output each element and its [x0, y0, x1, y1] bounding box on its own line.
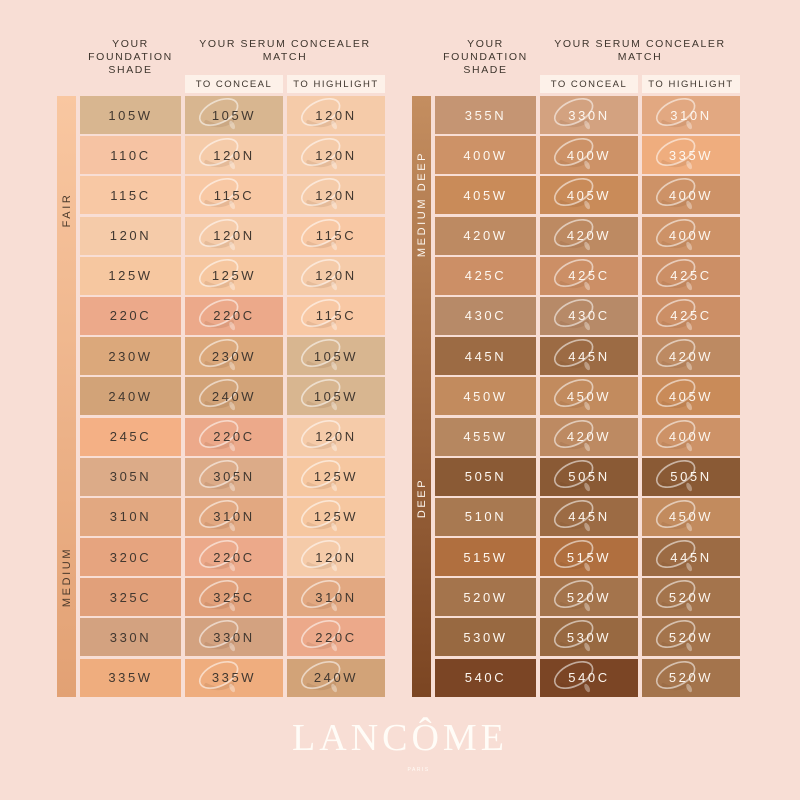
highlight-swatch	[287, 176, 385, 214]
shade-code: 505N	[464, 469, 507, 485]
highlight-swatch	[642, 659, 740, 697]
conceal-swatch	[185, 578, 283, 616]
foundation-swatch	[435, 217, 536, 255]
conceal-swatch	[540, 337, 638, 375]
shade-code: 240W	[211, 388, 257, 404]
foundation-swatch	[435, 458, 536, 496]
shade-code: 115C	[213, 187, 255, 203]
brand-paris-label: PARIS	[407, 767, 430, 773]
shade-code: 245C	[109, 429, 152, 444]
shade-code: 220C	[213, 429, 255, 444]
shade-code: 105W	[211, 107, 257, 123]
shade-code: 310N	[670, 107, 712, 123]
to-highlight-label: TO HIGHLIGHT	[642, 75, 740, 93]
highlight-swatch	[287, 538, 385, 576]
highlight-swatch	[642, 337, 740, 375]
shade-code: 400W	[668, 228, 714, 244]
foundation-swatch	[80, 498, 181, 536]
shade-code: 240W	[108, 388, 153, 404]
conceal-swatch	[540, 458, 638, 496]
highlight-swatch	[642, 498, 740, 536]
foundation-swatch	[435, 96, 536, 134]
table-header-row	[412, 38, 740, 75]
conceal-swatch	[540, 659, 638, 697]
shade-code: 125W	[313, 469, 359, 485]
to-highlight-label: TO HIGHLIGHT	[287, 75, 385, 93]
foundation-swatch	[435, 618, 536, 656]
conceal-swatch	[185, 136, 283, 174]
foundation-swatch	[80, 659, 181, 697]
shade-code: 125W	[211, 268, 257, 284]
shade-code: 120N	[109, 228, 152, 244]
foundation-swatch	[435, 659, 536, 697]
foundation-swatch	[435, 377, 536, 415]
shade-code: 305N	[213, 469, 255, 485]
shade-code: 430C	[464, 308, 507, 324]
conceal-swatch	[540, 217, 638, 255]
highlight-swatch	[287, 96, 385, 134]
shade-code: 115C	[315, 308, 357, 324]
conceal-swatch	[540, 297, 638, 335]
conceal-swatch	[540, 538, 638, 576]
shade-code: 105W	[313, 388, 359, 404]
shade-code: 540C	[464, 670, 507, 686]
to-conceal-label: TO CONCEAL	[540, 75, 638, 93]
shade-code: 115C	[315, 228, 357, 244]
foundation-swatch	[80, 136, 181, 174]
shade-code: 310N	[109, 509, 152, 525]
shade-code: 120N	[315, 187, 357, 203]
shade-code: 430C	[568, 308, 610, 324]
table-subheader-row	[412, 75, 740, 93]
shade-code: 450W	[668, 509, 714, 525]
concealer-match-column-header	[540, 38, 740, 64]
highlight-swatch	[642, 458, 740, 496]
conceal-swatch	[185, 659, 283, 697]
brand-wordmark: LANCÔME	[292, 717, 508, 759]
highlight-swatch	[287, 618, 385, 656]
foundation-swatch	[80, 337, 181, 375]
shade-code: 455W	[463, 429, 508, 444]
depth-group-label: MEDIUM	[60, 546, 73, 607]
shade-table-mediumdeep-deep	[412, 38, 740, 697]
shade-code: 325C	[213, 589, 255, 605]
conceal-swatch	[540, 257, 638, 295]
shade-code: 230W	[108, 348, 153, 364]
depth-group-label: DEEP	[415, 478, 428, 519]
table-body	[412, 96, 740, 697]
highlight-swatch	[642, 257, 740, 295]
shade-code: 240W	[313, 670, 359, 686]
conceal-swatch	[540, 377, 638, 415]
header-line: SHADE	[108, 64, 153, 76]
highlight-swatch	[642, 297, 740, 335]
shade-code: 520W	[668, 629, 714, 645]
header-line: MATCH	[262, 51, 308, 63]
shade-code: 220C	[109, 308, 152, 324]
shade-code: 320C	[109, 549, 152, 565]
shade-code: 230W	[211, 348, 257, 364]
shade-code: 310N	[315, 589, 357, 605]
highlight-swatch	[642, 136, 740, 174]
header-line: FOUNDATION	[88, 51, 173, 63]
shade-code: 515W	[463, 549, 508, 565]
shade-code: 420W	[566, 429, 612, 444]
foundation-swatch	[435, 418, 536, 456]
highlight-swatch	[642, 96, 740, 134]
highlight-swatch	[287, 297, 385, 335]
shade-code: 505N	[568, 469, 610, 485]
shade-code: 520W	[668, 589, 714, 605]
shade-code: 310N	[213, 509, 255, 525]
shade-code: 400W	[668, 187, 714, 203]
shade-code: 120N	[213, 147, 255, 163]
highlight-swatch	[287, 377, 385, 415]
shade-code: 335W	[668, 147, 714, 163]
header-line: SHADE	[463, 64, 508, 76]
shade-code: 330N	[568, 107, 610, 123]
highlight-swatch	[287, 659, 385, 697]
foundation-swatch	[80, 578, 181, 616]
shade-code: 520W	[463, 589, 508, 605]
foundation-swatch	[435, 136, 536, 174]
foundation-swatch	[435, 297, 536, 335]
shade-code: 220C	[213, 308, 255, 324]
shade-code: 425C	[568, 268, 610, 284]
conceal-swatch	[185, 297, 283, 335]
shade-code: 335W	[108, 670, 153, 686]
foundation-swatch	[80, 257, 181, 295]
foundation-swatch	[435, 337, 536, 375]
conceal-swatch	[540, 498, 638, 536]
table-header-row	[57, 38, 385, 75]
conceal-swatch	[185, 96, 283, 134]
conceal-swatch	[185, 337, 283, 375]
shade-table-fair-medium	[57, 38, 385, 697]
foundation-swatch	[435, 176, 536, 214]
shade-code: 405W	[463, 187, 508, 203]
conceal-swatch	[185, 618, 283, 656]
shade-code: 110C	[110, 147, 151, 163]
shade-code: 445N	[568, 509, 610, 525]
conceal-swatch	[540, 96, 638, 134]
highlight-swatch	[642, 618, 740, 656]
foundation-swatch	[80, 458, 181, 496]
highlight-swatch	[287, 217, 385, 255]
shade-code: 445N	[568, 348, 610, 364]
conceal-swatch	[185, 538, 283, 576]
highlight-swatch	[287, 498, 385, 536]
foundation-swatch	[80, 297, 181, 335]
header-line: YOUR SERUM CONCEALER	[554, 38, 726, 50]
shade-code: 305N	[109, 469, 152, 485]
to-conceal-label: TO CONCEAL	[185, 75, 283, 93]
shade-code: 220C	[213, 549, 255, 565]
foundation-shade-column-header	[435, 38, 536, 77]
foundation-swatch	[80, 176, 181, 214]
shade-code: 420W	[463, 228, 508, 244]
shade-code: 330N	[213, 629, 255, 645]
conceal-swatch	[185, 176, 283, 214]
shade-code: 400W	[566, 147, 612, 163]
shade-code: 445N	[464, 348, 507, 364]
highlight-swatch	[642, 578, 740, 616]
highlight-swatch	[287, 257, 385, 295]
conceal-swatch	[540, 136, 638, 174]
highlight-swatch	[287, 337, 385, 375]
conceal-swatch	[185, 418, 283, 456]
shade-code: 120N	[315, 107, 357, 123]
highlight-swatch	[642, 377, 740, 415]
shade-code: 120N	[213, 228, 255, 244]
foundation-swatch	[435, 578, 536, 616]
shade-code: 505N	[670, 469, 712, 485]
header-line: YOUR	[467, 38, 504, 50]
foundation-swatch	[435, 257, 536, 295]
shade-code: 120N	[315, 268, 357, 284]
shade-code: 125W	[108, 268, 153, 284]
conceal-swatch	[540, 418, 638, 456]
shade-code: 120N	[315, 147, 357, 163]
shade-code: 510N	[464, 509, 507, 525]
shade-code: 420W	[566, 228, 612, 244]
shade-code: 450W	[566, 388, 612, 404]
highlight-swatch	[642, 176, 740, 214]
shade-code: 405W	[668, 388, 714, 404]
highlight-swatch	[287, 418, 385, 456]
shade-depth-gradient-bar	[57, 96, 76, 697]
table-body	[57, 96, 385, 697]
conceal-swatch	[185, 458, 283, 496]
conceal-swatch	[540, 176, 638, 214]
lancome-logo	[0, 717, 800, 773]
foundation-swatch	[80, 377, 181, 415]
table-subheader-row	[57, 75, 385, 93]
shade-depth-gradient-bar	[412, 96, 431, 697]
shade-code: 115C	[110, 187, 151, 203]
header-line: MATCH	[617, 51, 663, 63]
conceal-swatch	[540, 578, 638, 616]
conceal-swatch	[185, 377, 283, 415]
shade-code: 425C	[670, 268, 712, 284]
foundation-swatch	[80, 618, 181, 656]
highlight-swatch	[642, 217, 740, 255]
shade-code: 420W	[668, 348, 714, 364]
highlight-swatch	[287, 136, 385, 174]
conceal-swatch	[185, 498, 283, 536]
conceal-swatch	[185, 217, 283, 255]
depth-group-label: MEDIUM DEEP	[415, 151, 428, 258]
shade-code: 105W	[313, 348, 359, 364]
shade-code: 530W	[463, 629, 508, 645]
shade-code: 515W	[566, 549, 612, 565]
shade-code: 400W	[668, 429, 714, 444]
foundation-swatch	[80, 217, 181, 255]
foundation-shade-column-header	[80, 38, 181, 77]
header-line: FOUNDATION	[443, 51, 528, 63]
shade-code: 530W	[566, 629, 612, 645]
shade-code: 425C	[670, 308, 712, 324]
shade-code: 540C	[568, 670, 610, 686]
shade-code: 335W	[211, 670, 257, 686]
highlight-swatch	[287, 578, 385, 616]
foundation-swatch	[80, 96, 181, 134]
foundation-swatch	[80, 418, 181, 456]
conceal-swatch	[185, 257, 283, 295]
concealer-match-column-header	[185, 38, 385, 64]
foundation-swatch	[80, 538, 181, 576]
shade-code: 520W	[668, 670, 714, 686]
shade-code: 445N	[670, 549, 712, 565]
shade-code: 120N	[315, 429, 357, 444]
shade-code: 400W	[463, 147, 508, 163]
foundation-swatch	[435, 498, 536, 536]
shade-code: 450W	[463, 388, 508, 404]
shade-code: 325C	[109, 589, 152, 605]
shade-code: 520W	[566, 589, 612, 605]
highlight-swatch	[642, 538, 740, 576]
shade-code: 105W	[108, 107, 153, 123]
foundation-swatch	[435, 538, 536, 576]
conceal-swatch	[540, 618, 638, 656]
highlight-swatch	[287, 458, 385, 496]
header-line: YOUR SERUM CONCEALER	[199, 38, 371, 50]
highlight-swatch	[642, 418, 740, 456]
depth-group-label: FAIR	[60, 192, 73, 228]
shade-code: 355N	[464, 107, 507, 123]
shade-code: 405W	[566, 187, 612, 203]
shade-code: 425C	[464, 268, 507, 284]
header-line: YOUR	[112, 38, 149, 50]
shade-code: 330N	[109, 629, 152, 645]
shade-code: 220C	[315, 629, 357, 645]
shade-code: 120N	[315, 549, 357, 565]
shade-code: 125W	[313, 509, 359, 525]
